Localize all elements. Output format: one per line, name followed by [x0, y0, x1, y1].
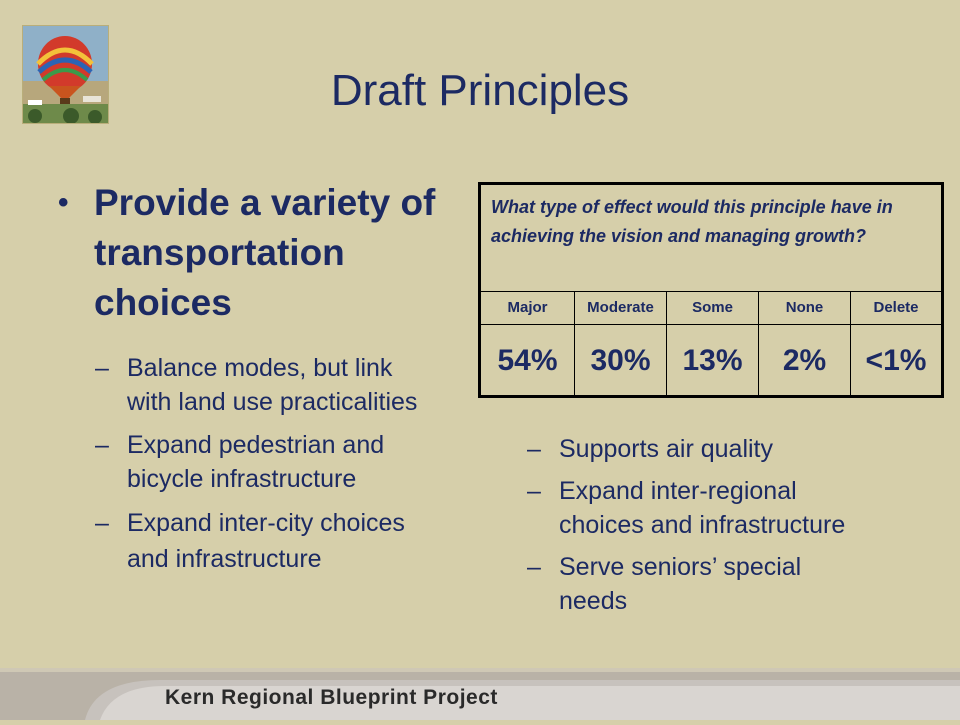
value-moderate: 30%	[575, 325, 667, 395]
header-moderate: Moderate	[575, 292, 667, 324]
header-major: Major	[481, 292, 575, 324]
bullet-dot-icon: •	[58, 186, 69, 219]
slide-title: Draft Principles	[330, 66, 630, 115]
subpoint-line: and infrastructure	[127, 545, 322, 573]
footer-project-name: Kern Regional Blueprint Project	[165, 686, 498, 709]
subpoint-line: Expand inter-regional	[559, 477, 797, 505]
value-major: 54%	[481, 325, 575, 395]
dash-icon: –	[95, 354, 109, 382]
header-delete: Delete	[873, 299, 919, 316]
dash-icon: –	[527, 553, 541, 581]
dash-icon: –	[95, 509, 109, 537]
survey-results-box	[478, 182, 944, 398]
subpoint-line: choices and infrastructure	[559, 511, 846, 539]
subpoint-line: Balance modes, but link	[127, 354, 393, 382]
subpoint-line: bicycle infrastructure	[127, 465, 357, 493]
survey-value-row	[481, 325, 941, 395]
subpoint-line: Expand inter-city choices	[127, 509, 405, 537]
header-some: Some	[667, 292, 759, 324]
subpoint-line: Serve seniors’ special	[559, 553, 802, 581]
main-bullet-text: Provide a variety of transportation choices	[94, 182, 436, 323]
header-none: None	[759, 292, 851, 324]
value-some: 13%	[667, 325, 759, 395]
subpoint-line: with land use practicalities	[127, 388, 418, 416]
dash-icon: –	[95, 431, 109, 459]
subpoint-line: Expand pedestrian and	[127, 431, 385, 459]
dash-icon: –	[527, 477, 541, 505]
survey-question: What type of effect would this principle have in achieving the vision and managing growth?	[491, 197, 893, 246]
subpoint-line: Supports air quality	[559, 435, 774, 463]
survey-header-row	[481, 291, 941, 325]
subpoint-line: needs	[559, 587, 628, 615]
value-none: 2%	[759, 325, 851, 395]
dash-icon: –	[527, 435, 541, 463]
value-delete: <1%	[865, 344, 927, 377]
